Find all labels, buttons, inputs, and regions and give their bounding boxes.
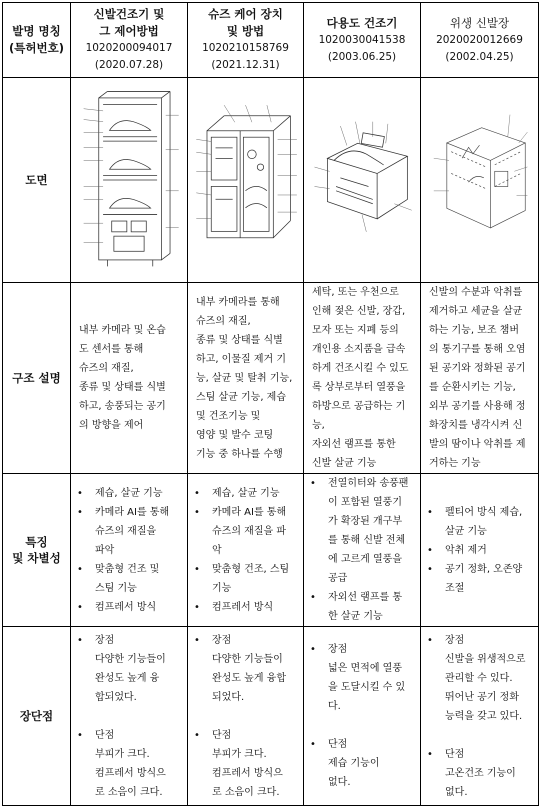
invention-title: 다용도 건조기 (326, 15, 398, 30)
patent-date: (2020.07.28) (94, 59, 164, 71)
text-line: 기능 중 하나를 수행 (196, 448, 283, 460)
text-line: 된 공기와 정화된 공기 (429, 363, 526, 374)
header-row (3, 3, 539, 78)
text-line: 내부 카메라를 통해 (196, 296, 280, 308)
text-line: 하고, 송풍되는 공기 (79, 401, 166, 412)
header-col-2 (188, 3, 304, 78)
list-item: • 제습, 살균 기능 (85, 484, 187, 503)
invention-title: 위생 신발장 (449, 15, 510, 30)
row-label-line: (특허번호) (9, 41, 64, 55)
text-line: 내부 카메라 및 온습 (79, 325, 166, 336)
patent-number: 1020210158769 (202, 42, 289, 54)
feature-list (71, 484, 187, 617)
structure-desc-1 (71, 283, 188, 474)
list-item: • 맞춤형 건조 및 스팀 기능 (85, 560, 187, 598)
feature-list (304, 474, 420, 626)
feature-list (421, 503, 538, 598)
list-item: • 자외선 램프를 통 한 살균 기능 (318, 588, 420, 626)
patent-number: 2020020012669 (436, 33, 523, 46)
con-item: • 단점 고온건조 기능이 없다. (435, 745, 538, 802)
text-line: 종류 및 상태를 식별 (79, 382, 166, 393)
pros-cons-1 (71, 627, 188, 806)
text-line: 영양 및 발수 코팅 (196, 429, 274, 441)
list-item: • 공기 정화, 오존양 조절 (435, 560, 538, 598)
row-label-line: 특징 (25, 535, 48, 549)
text-line: 거하는 기능 (429, 458, 481, 469)
pro-item: • 장점 다양한 기능들이 완성도 높게 융 합되었다. (85, 631, 187, 726)
pros-cons-list (71, 631, 187, 802)
patent-drawing-3 (304, 78, 421, 283)
text-line: 의 통기구를 통해 오염 (429, 344, 526, 355)
text-line: 하게 건조시킬 수 있도 (312, 363, 409, 374)
header-col-1 (71, 3, 188, 78)
row-label-line: 및 차별성 (12, 551, 61, 565)
text-line: 개인용 소지품을 급속 (312, 344, 406, 355)
pros-cons-row (3, 627, 539, 806)
pro-item: • 장점 신발을 위생적으로 관리할 수 있다. 뛰어난 공기 정화 능력을 갖고 있다. (435, 631, 538, 745)
features-2 (188, 474, 304, 627)
text-line: 제거하고 세균을 살균 (429, 306, 523, 317)
hygienic-shoe-cabinet-drawing (425, 82, 534, 278)
text-line: 하고, 이물질 제거 기 (196, 353, 286, 365)
features-row (3, 474, 539, 627)
structure-desc-2 (188, 283, 304, 474)
patent-number: 1020030041538 (318, 33, 406, 46)
text-line: 종류 및 상태를 식별 (196, 334, 283, 346)
feature-list (188, 484, 303, 617)
pros-cons-row-label: 장단점 (3, 627, 71, 806)
list-item: • 카메라 AI를 통해 슈즈의 재질을 파 악 (202, 503, 303, 560)
structure-row (3, 283, 539, 474)
drawing-row (3, 78, 539, 283)
text-line: 모자 또는 지폐 등의 (312, 325, 399, 336)
text-line: 능, 살균 및 탈취 기능, (196, 372, 293, 384)
text-line: 를 순환시키는 기능, (429, 382, 516, 393)
text-line: 스팀 살균 기능, 제습 (196, 391, 286, 403)
text-line: 및 건조기능 및 (196, 410, 261, 422)
text-line: 도 센서를 통해 (79, 344, 144, 355)
pro-item: • 장점 넓은 면적에 열풍 을 도달시킬 수 있 다. (318, 640, 420, 735)
patent-date: (2002.04.25) (445, 50, 514, 63)
pros-cons-4 (421, 627, 539, 806)
con-item: • 단점 제습 기능이 없다. (318, 735, 420, 792)
text-line: 하방으로 공급하는 기 (312, 401, 406, 412)
invention-title: 그 제어방법 (99, 24, 159, 38)
text-line: 슈즈의 재질, (196, 315, 251, 327)
text-line: 신발 살균 기능 (312, 458, 377, 469)
header-col-3 (304, 3, 421, 78)
list-item: • 제습, 살균 기능 (202, 484, 303, 503)
invention-title: 슈즈 케어 장치 (208, 7, 283, 21)
header-col-4 (421, 3, 539, 78)
invention-title: 신발건조기 및 (93, 7, 165, 21)
text-line: 록 상부로부터 열풍을 (312, 382, 406, 393)
features-1 (71, 474, 188, 627)
patent-date: (2003.06.25) (327, 50, 397, 63)
pros-cons-list (304, 640, 420, 792)
text-line: 발의 땀이나 악취를 제 (429, 439, 526, 450)
pros-cons-list (421, 631, 538, 802)
features-row-label (3, 474, 71, 627)
invention-title: 및 방법 (226, 24, 265, 38)
text-line: 세탁, 또는 우천으로 (312, 287, 399, 298)
list-item: • 펠티어 방식 제습, 살균 기능 (435, 503, 538, 541)
list-item: • 악취 제거 (435, 541, 538, 560)
patent-date: (2021.12.31) (211, 59, 280, 71)
text-line: 능, (312, 420, 325, 431)
structure-desc-3 (304, 283, 421, 474)
features-3 (304, 474, 421, 627)
shoe-dryer-drawing (75, 82, 183, 278)
row-label-line: 발명 명칭 (12, 24, 61, 38)
drawing-row-label: 도면 (3, 78, 71, 283)
multipurpose-dryer-drawing (308, 82, 416, 278)
list-item: • 카메라 AI를 통해 슈즈의 재질을 파악 (85, 503, 187, 560)
header-row-label (3, 3, 71, 78)
text-line: 외부 공기를 사용해 정 (429, 401, 526, 412)
patent-drawing-1 (71, 78, 188, 283)
text-line: 의 방향을 제어 (79, 420, 144, 431)
pros-cons-list (188, 631, 303, 802)
con-item: • 단점 부피가 크다. 컴프레서 방식으 로 소음이 크다. (202, 726, 303, 802)
text-line: 화장치를 냉각시켜 신 (429, 420, 523, 431)
list-item: • 컴프레서 방식 (202, 598, 303, 617)
pros-cons-2 (188, 627, 304, 806)
con-item: • 단점 부피가 크다. 컴프레서 방식으 로 소음이 크다. (85, 726, 187, 802)
pro-item: • 장점 다양한 기능들이 완성도 높게 융합 되었다. (202, 631, 303, 726)
text-line: 신발의 수분과 악취를 (429, 287, 523, 298)
structure-row-label: 구조 설명 (3, 283, 71, 474)
list-item: • 맞춤형 건조, 스팀 기능 (202, 560, 303, 598)
list-item: • 전열히터와 송풍팬 이 포함된 열풍기 가 확장된 개구부 를 통해 신발 전체 에 고르게 열풍을 공급 (318, 474, 420, 588)
text-line: 자외선 램프를 통한 (312, 439, 396, 450)
text-line: 슈즈의 재질, (79, 363, 134, 374)
patent-comparison-table (2, 2, 539, 806)
text-line: 인해 젖은 신발, 장갑, (312, 306, 406, 317)
patent-number: 1020200094017 (85, 42, 173, 54)
patent-drawing-2 (188, 78, 304, 283)
shoe-care-device-drawing (192, 82, 299, 278)
text-line: 하는 기능, 보조 챔버 (429, 325, 519, 336)
structure-desc-4 (421, 283, 539, 474)
list-item: • 컴프레서 방식 (85, 598, 187, 617)
features-4 (421, 474, 539, 627)
pros-cons-3 (304, 627, 421, 806)
patent-drawing-4 (421, 78, 539, 283)
